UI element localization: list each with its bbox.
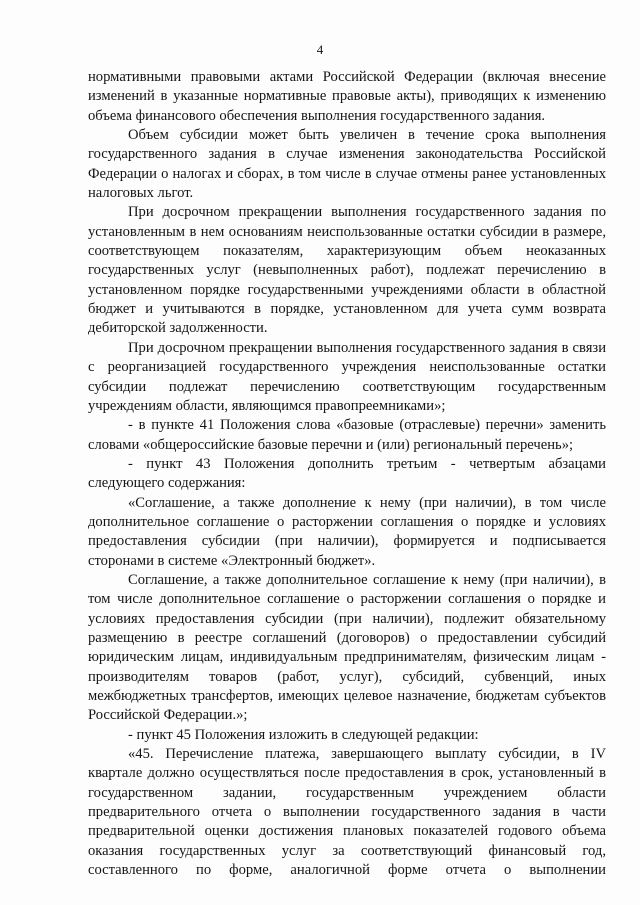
page-number: 4 <box>316 42 324 57</box>
paragraph-item-45: - пункт 45 Положения изложить в следующей редакции: <box>128 726 479 743</box>
paragraph-agreement-quote: «Соглашение, а также дополнение к нему (при наличии), в том числе дополнительное соглашение о расторжении соглашения о порядке и условиях предоставления субсидии (при наличии), формируется и подписывается сторонами в системе «Электронный бюджет». <box>88 494 606 569</box>
paragraph-item-43: - пункт 43 Положения дополнить третьим - четвертым абзацами следующего содержания: <box>88 455 606 492</box>
paragraph-reorganization: При досрочном прекращении выполнения государственного задания в связи с реорганизацией государственного учреждения неиспользованные остатки субсидии подлежат перечислению соответствующим государственным учреждениям области, являющимся правопреемниками»; <box>88 339 606 414</box>
document-body <box>88 68 606 880</box>
paragraph-agreement-registry: Соглашение, а также дополнительное соглашение к нему (при наличии), в том числе дополнительное соглашение о расторжении соглашения о порядке и условиях предоставления субсидии (при наличии), подлежит обязательному размещению в реестре соглашений (договоров) о предоставлении субсидий юридическим лицам, индивидуальным предпринимателям, физическим лицам - производителям товаров (работ, услуг), субсидий, субвенций, иных межбюджетных трансфертов, имеющих целевое назначение, бюджетам субъектов Российской Федерации.»; <box>88 571 606 724</box>
paragraph-subsidy-increase: Объем субсидии может быть увеличен в течение срока выполнения государственного задания в случае изменения законодательства Российской Федерации о налогах и сборах, в том числе в случае отмены ранее установленных налоговых льгот. <box>88 127 606 202</box>
paragraph-continuation: нормативными правовыми актами Российской Федерации (включая внесение изменений в указанные нормативные правовые акты), приводящих к изменению объема финансового обеспечения выполнения государственного задания. <box>88 69 606 124</box>
paragraph-item-41: - в пункте 41 Положения слова «базовые (отраслевые) перечни» заменить словами «общероссийские базовые перечни и (или) региональный перечень»; <box>88 417 606 453</box>
paragraph-item-45-text: «45. Перечисление платежа, завершающего выплату субсидии, в IV квартале должно осуществляться после предоставления в срок, установленный в государственном задании, государственным учреждением области предварительного отчета о выполнении государственного задания в части предварительной оценки достижения плановых показателей годового объема оказания государственных услуг за соответствующий финансовый год, составленного по форме, аналогичной форме отчета о выполнении <box>88 746 606 879</box>
paragraph-early-termination: При досрочном прекращении выполнения государственного задания по установленным в нем основаниям неиспользованные остатки субсидии в размере, соответствующем показателям, характеризующим объем неоказанных государственных услуг (невыполненных работ), подлежат перечислению в установленном порядке государственными учреждениями области в областной бюджет и учитываются в порядке, установленном для учета сумм возврата дебиторской задолженности. <box>88 204 606 337</box>
